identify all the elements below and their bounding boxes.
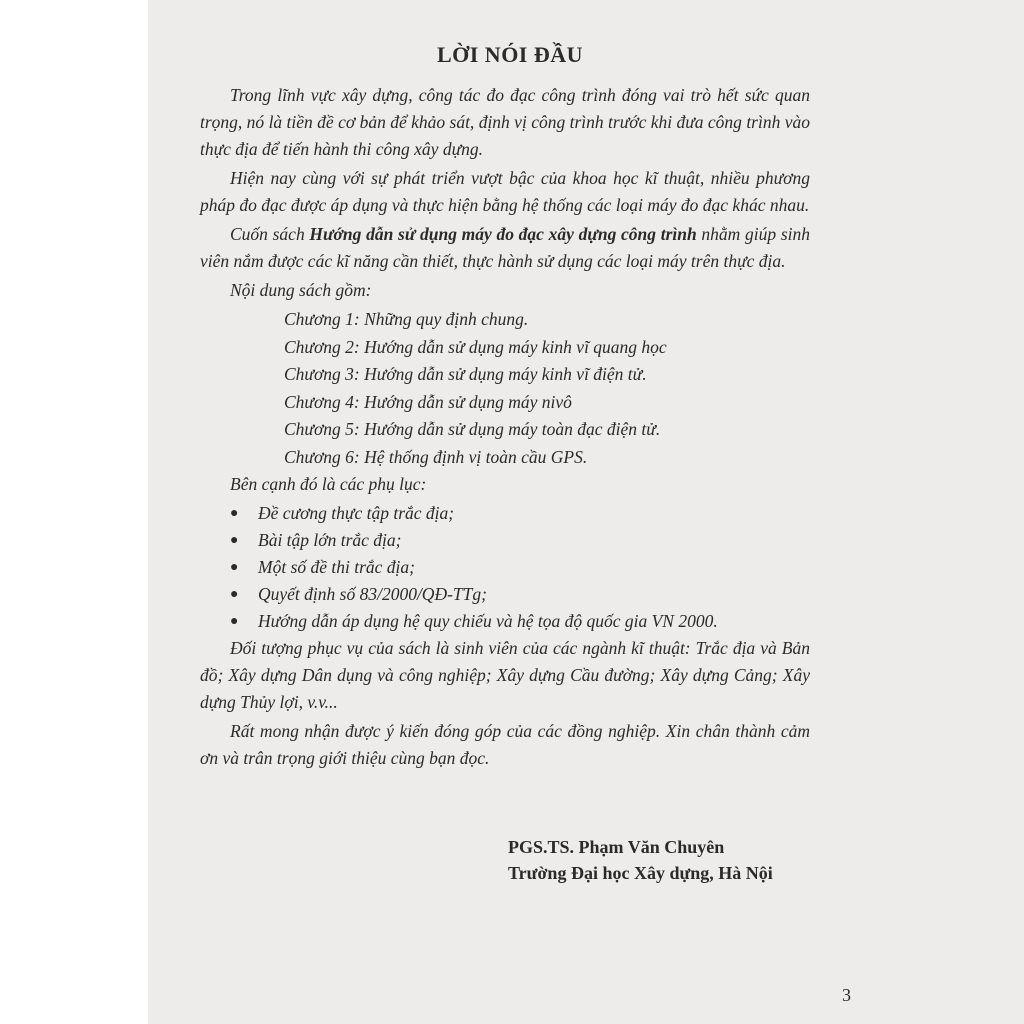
book-page [148, 0, 1024, 1024]
audience-paragraph: Đối tượng phục vụ của sách là sinh viên của các ngành kĩ thuật: Trắc địa và Bản đồ; Xây dựng Dân dụng và công nghiệp; Xây dựng Cầu đường; Xây dựng Cảng; Xây dựng Thủy lợi, v.v... [200, 638, 810, 712]
page-content [200, 42, 810, 774]
appendix-item-text: Đề cương thực tập trắc địa; [258, 503, 455, 523]
appendix-list [200, 500, 810, 635]
appendix-item [200, 581, 810, 608]
chapter-list [200, 306, 810, 471]
chapter-item: Chương 1: Những quy định chung. [284, 309, 529, 329]
contents-lead: Nội dung sách gồm: [230, 280, 372, 300]
page-number: 3 [842, 985, 851, 1005]
signature-author: PGS.TS. Phạm Văn Chuyên [508, 837, 725, 857]
technology-paragraph: Hiện nay cùng với sự phát triển vượt bậc của khoa học kĩ thuật, nhiều phương pháp đo đạc được áp dụng và thực hiện bằng hệ thống các loại máy đo đạc khác nhau. [200, 168, 810, 215]
appendix-item [200, 527, 810, 554]
appendix-item-text: Bài tập lớn trắc địa; [258, 530, 402, 550]
intro-paragraph: Trong lĩnh vực xây dựng, công tác đo đạc công trình đóng vai trò hết sức quan trọng, nó là tiền đề cơ bản để khảo sát, định vị công trình trước khi đưa công trình vào thực địa để tiến hành thi công xây dựng. [200, 85, 810, 159]
appendix-item [200, 554, 810, 581]
chapter-item: Chương 5: Hướng dẫn sử dụng máy toàn đạc điện tử. [284, 419, 661, 439]
appendix-item [200, 500, 810, 527]
signature-institution: Trường Đại học Xây dựng, Hà Nội [508, 863, 773, 883]
bullet-icon: ● [230, 614, 239, 629]
chapter-item: Chương 2: Hướng dẫn sử dụng máy kinh vĩ quang học [284, 336, 667, 357]
appendix-item-text: Quyết định số 83/2000/QĐ-TTg; [258, 584, 487, 604]
thanks-paragraph: Rất mong nhận được ý kiến đóng góp của các đồng nghiệp. Xin chân thành cảm ơn và trân trọng giới thiệu cùng bạn đọc. [200, 721, 810, 768]
page-title: LỜI NÓI ĐẦU [436, 42, 584, 67]
bullet-icon: ● [230, 587, 239, 602]
book-title-emphasis: Hướng dẫn sử dụng máy đo đạc xây dựng công trình [309, 224, 697, 244]
bullet-icon: ● [230, 506, 239, 521]
appendix-item [200, 608, 810, 635]
chapter-item: Chương 3: Hướng dẫn sử dụng máy kinh vĩ điện tử. [284, 364, 647, 384]
chapter-item: Chương 6: Hệ thống định vị toàn cầu GPS. [284, 446, 588, 467]
appendix-lead: Bên cạnh đó là các phụ lục: [230, 474, 427, 494]
purpose-paragraph [200, 221, 810, 275]
purpose-text-after: nhằm giúp sinh viên nắm được các kĩ năng cần thiết, thực hành sử dụng các loại máy trên thực địa. [200, 224, 810, 271]
chapter-item: Chương 4: Hướng dẫn sử dụng máy nivô [284, 391, 572, 412]
purpose-text-before: Cuốn sách [230, 224, 310, 244]
appendix-item-text: Hướng dẫn áp dụng hệ quy chiếu và hệ tọa độ quốc gia VN 2000. [258, 611, 718, 631]
bullet-icon: ● [230, 533, 239, 548]
bullet-icon: ● [230, 560, 239, 575]
appendix-item-text: Một số đề thi trắc địa; [258, 557, 415, 577]
